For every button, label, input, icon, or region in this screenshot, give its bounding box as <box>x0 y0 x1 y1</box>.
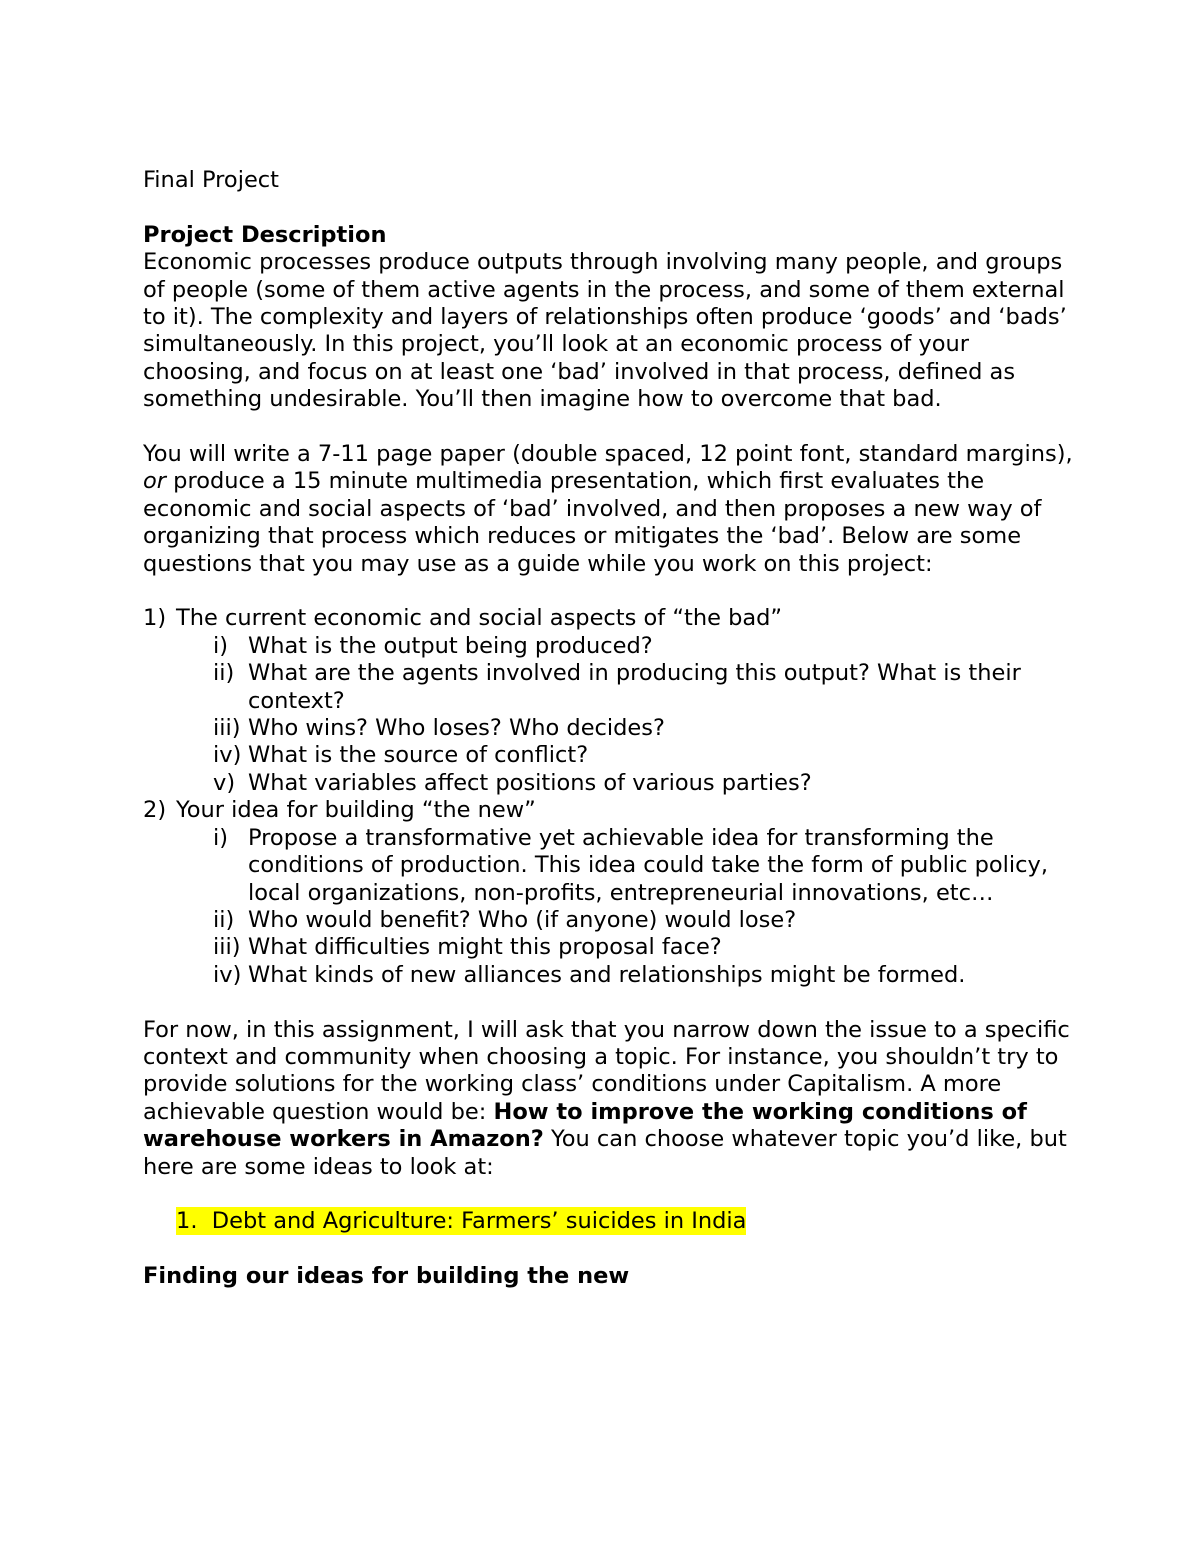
subitem-text: What difficulties might this proposal face? <box>248 934 722 961</box>
question-outline <box>143 605 1073 989</box>
outline-item <box>143 605 1073 632</box>
intro-paragraph: Economic processes produce outputs through involving many people, and groups of people (some of them active agents in the process, and some of them external to it). The complexity and layers of relationships often produce ‘goods’ and ‘bads’ simultaneously. In this project, you’ll look at an economic process of your choosing, and focus on at least one ‘bad’ involved in that process, defined as something undesirable. You’ll then imagine how to overcome that bad. <box>143 249 1067 413</box>
section-heading: Project Description <box>143 221 387 248</box>
subitem-text: What variables affect positions of various parties? <box>248 769 812 796</box>
outline-text: Your idea for building “the new” <box>176 797 536 824</box>
outline-subitem <box>143 962 1073 989</box>
subitem-number: iii) <box>213 715 241 742</box>
subitem-number: ii) <box>213 906 235 933</box>
outline-subitem <box>143 633 1073 660</box>
instructions-italic-or: or <box>143 468 167 495</box>
document-body <box>143 167 1073 1291</box>
subitem-text: Who wins? Who loses? Who decides? <box>248 715 665 742</box>
outline-number: 1) <box>143 605 167 632</box>
instructions-text-2: produce a 15 minute multimedia presentation, which first evaluates the economic and social aspects of ‘bad’ involved, and then proposes a new way of organizing that process which reduces or mitigates the ‘bad’. Below are some questions that you may use as a guide while you work on this project: <box>143 468 1042 577</box>
outline-subitem <box>143 715 1073 742</box>
scope-text-2: You can choose whatever topic you’d like, but here are some ideas to look at: <box>143 1126 1067 1180</box>
topic-number: 1. <box>176 1208 198 1235</box>
scope-example-question: How to improve the working conditions of warehouse workers in Amazon? <box>143 1098 1027 1153</box>
subitem-number: ii) <box>213 660 235 687</box>
subitem-number: i) <box>213 632 229 659</box>
subitem-text: What is the output being produced? <box>248 632 653 659</box>
scope-text-1: For now, in this assignment, I will ask that you narrow down the issue to a specific context and community when choosing a topic. For instance, you shouldn’t try to provide solutions for the working class’ conditions under Capitalism. A more achievable question would be: <box>143 1016 1070 1125</box>
outline-subitem <box>143 907 1073 934</box>
subitem-number: iv) <box>213 961 242 988</box>
outline-subitem <box>143 742 1073 769</box>
subheading: Finding our ideas for building the new <box>143 1263 630 1290</box>
highlighted-topic <box>176 1207 746 1235</box>
outline-subitem <box>143 825 1073 907</box>
document-title: Final Project <box>143 167 279 193</box>
outline-text: The current economic and social aspects of “the bad” <box>176 605 783 632</box>
outline-subitem <box>143 660 1073 715</box>
outline-subitem <box>143 770 1073 797</box>
outline-number: 2) <box>143 797 167 824</box>
subitem-text: What are the agents involved in producing this output? What is their context? <box>248 660 1021 714</box>
topic-idea-item <box>143 1208 1073 1235</box>
outline-subitem <box>143 934 1073 961</box>
subitem-number: iii) <box>213 934 241 961</box>
subitem-number: i) <box>213 824 229 851</box>
instructions-paragraph <box>143 441 1073 578</box>
subitem-text: What is the source of conflict? <box>248 742 589 769</box>
outline-item <box>143 797 1073 824</box>
instructions-text-1: You will write a 7-11 page paper (double spaced, 12 point font, standard margins), <box>143 441 1073 468</box>
topic-text: Debt and Agriculture: Farmers’ suicides in India <box>211 1208 747 1235</box>
subitem-text: Propose a transformative yet achievable idea for transforming the conditions of production. This idea could take the form of public policy, local organizations, non-profits, entrepreneurial innovations, etc… <box>248 824 1048 906</box>
subitem-number: v) <box>213 769 236 796</box>
scope-paragraph <box>143 1017 1073 1181</box>
subitem-number: iv) <box>213 742 242 769</box>
subitem-text: What kinds of new alliances and relationships might be formed. <box>248 961 966 988</box>
subitem-text: Who would benefit? Who (if anyone) would lose? <box>248 906 797 933</box>
